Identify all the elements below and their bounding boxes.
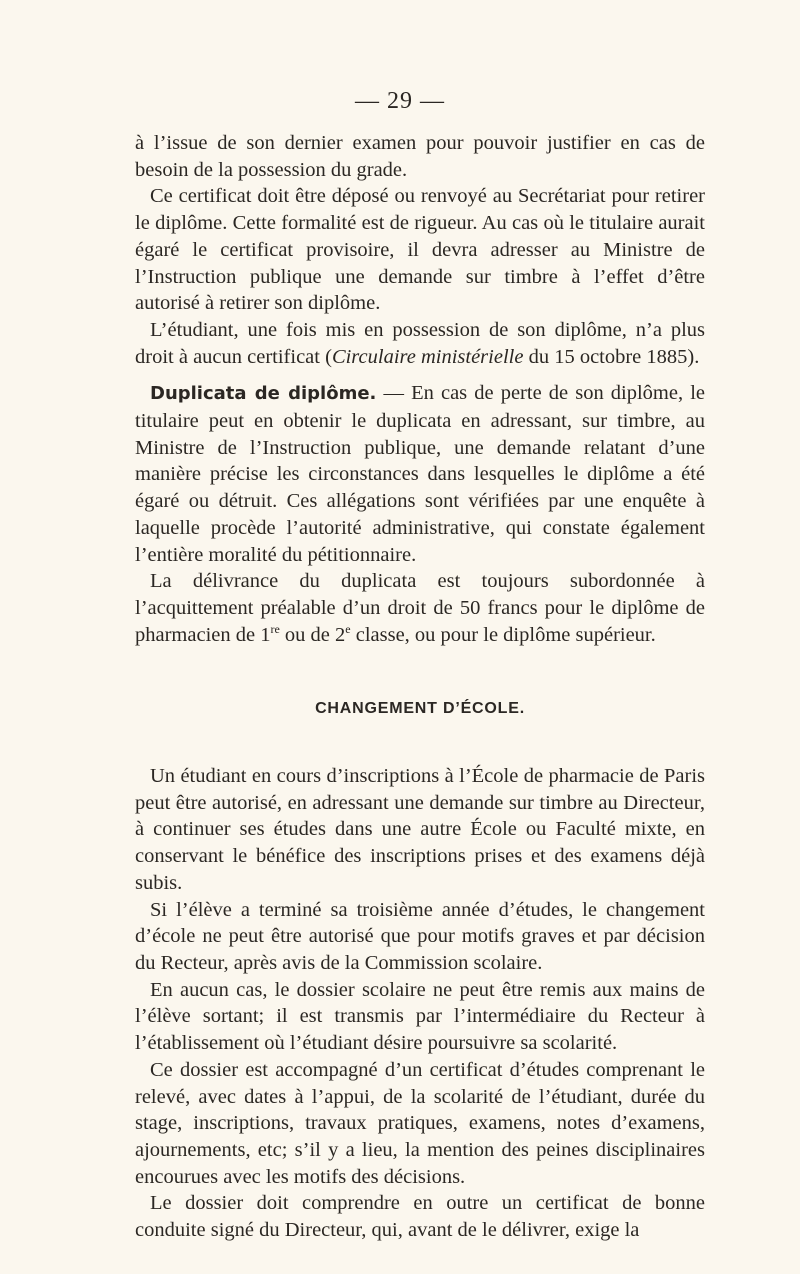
paragraph-text: La délivrance du duplicata est toujours subordonnée à l’acquittement préalable d’un droit de 50 francs pour le diplôme de pharmacien de 1 xyxy=(135,570,705,646)
paragraph-text: classe, ou pour le diplôme supérieur. xyxy=(350,623,656,646)
paragraph-certificate-studies: Ce dossier est accompagné d’un certificat d’études comprenant le relevé, avec dates à l’appui, de la scolarité de l’étudiant, durée du stage, inscriptions, travaux pratiques, examens, notes d’examens, ajournements, etc; s’il y a lieu, la mention des peines disciplinaires encourues avec les motifs des décisions. xyxy=(135,1058,705,1188)
paragraph-duplicate-fee xyxy=(135,568,705,648)
paragraph-text: du 15 octobre 1885). xyxy=(523,345,700,368)
duplicate-diploma-heading: Duplicata de diplôme. xyxy=(150,383,377,405)
circular-reference: Circulaire ministérielle xyxy=(331,345,524,368)
paragraph-text: L’étudiant, une fois mis en possession de son diplôme, n’a plus droit à aucun certificat ( xyxy=(135,318,705,368)
paragraph-school-file: En aucun cas, le dossier scolaire ne peut être remis aux mains de l’élève sortant; il est transmis par l’intermédiaire du Recteur à l’établissement où l’étudiant désire poursuivre sa scolarité. xyxy=(135,978,705,1055)
paragraph-text: ou de 2 xyxy=(279,623,346,646)
section-title: CHANGEMENT D’ÉCOLE. xyxy=(315,700,525,718)
ordinal-superscript: re xyxy=(270,621,280,636)
page-number: — 29 — xyxy=(355,88,445,114)
paragraph-no-certificate xyxy=(135,317,705,370)
paragraph-certificate-deposit: Ce certificat doit être déposé ou renvoyé au Secrétariat pour retirer le diplôme. Cette formalité est de rigueur. Au cas où le titulaire aurait égaré le certificat provisoire, il devra adresser au Ministre de l’Instruction publique une demande sur timbre à l’effet d’être autorisé à retirer son diplôme. xyxy=(135,185,705,315)
paragraph-school-change: Un étudiant en cours d’inscriptions à l’École de pharmacie de Paris peut être autorisé, en adressant une demande sur timbre au Directeur, à continuer ses études dans une autre École ou Faculté mixte, en conservant le bénéfice des inscriptions prises et des examens déjà subis. xyxy=(135,765,705,894)
text-column xyxy=(135,130,705,1244)
paragraph-third-year: Si l’élève a terminé sa troisième année d’études, le changement d’école ne peut être autorisé que pour motifs graves et par décision du Recteur, après avis de la Commission scolaire. xyxy=(135,898,705,974)
ordinal-superscript: e xyxy=(345,621,351,636)
paragraph-text: — En cas de perte de son diplôme, le titulaire peut en obtenir le duplicata en adressant, sur timbre, au Ministre de l’Instruction publique, une demande relatant d’une manière précise les circonstances dans lesquelles le diplôme a été égaré ou détruit. Ces allégations sont vérifiées par une enquête à laquelle procède l’autorité administrative, qui constate également l’entière moralité du pétitionnaire. xyxy=(135,382,705,566)
paragraph-duplicate-diploma xyxy=(135,380,705,568)
paragraph-conduct-certificate: Le dossier doit comprendre en outre un certificat de bonne conduite signé du Directeur, qui, avant de le délivrer, exige la xyxy=(135,1192,705,1242)
paragraph-continuation: à l’issue de son dernier examen pour pouvoir justifier en cas de besoin de la possession du grade. xyxy=(135,132,705,181)
